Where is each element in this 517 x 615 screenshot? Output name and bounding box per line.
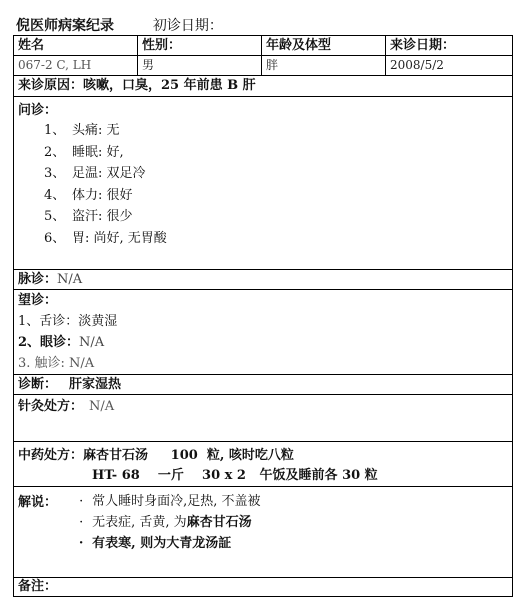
prescription-2: HT- 68 一斤 30 x 2 午饭及睡前各 30 粒 xyxy=(92,468,378,483)
beizhu-label: 备注： xyxy=(18,579,58,594)
item-text: 头痛: 无 xyxy=(72,123,120,138)
wangzhen-section xyxy=(14,290,513,375)
wenzhen-label: 问诊： xyxy=(18,103,58,118)
maizhen-label: 脉诊： xyxy=(18,272,58,287)
item-number: 2、 xyxy=(44,144,66,160)
age-build-value: 胖 xyxy=(262,56,386,76)
list-item xyxy=(44,206,508,228)
item-text: 足温: 双足冷 xyxy=(72,166,146,181)
zhenduan-row xyxy=(14,375,513,395)
item-text: 体力: 很好 xyxy=(72,187,133,203)
sex-header: 性别： xyxy=(138,36,262,56)
list-item xyxy=(70,533,260,554)
item-emphasis: 有表寒, 则为大青龙汤証 xyxy=(92,536,232,551)
zhenjiu-value: N/A xyxy=(89,399,115,414)
zhenduan-section xyxy=(14,375,513,395)
item-text: 睡眠: 好, xyxy=(72,144,124,160)
zhongyao-label: 中药处方： xyxy=(18,448,84,463)
list-item xyxy=(44,142,508,164)
eye-diagnosis xyxy=(18,332,508,353)
wenzhen-row xyxy=(14,97,513,270)
bullet: · xyxy=(79,494,84,509)
info-header-row xyxy=(14,36,513,56)
wenzhen-section xyxy=(14,97,513,270)
wenzhen-list xyxy=(18,120,508,249)
zhenjiu-section xyxy=(14,395,513,442)
list-item xyxy=(44,185,508,207)
zhenjiu-row xyxy=(14,395,513,442)
record-header xyxy=(16,15,223,35)
list-item xyxy=(70,491,260,512)
item-number: 1、 xyxy=(44,123,66,138)
item-text: 胃: 尚好, 无胃酸 xyxy=(72,230,167,246)
item-emphasis: 麻杏甘石汤 xyxy=(186,515,252,530)
beizhu-row xyxy=(14,578,513,597)
item-number: 4、 xyxy=(44,187,66,203)
eye-diagnosis-label: 2、眼诊： xyxy=(18,335,80,350)
palpation-diagnosis: 3. 触诊: N/A xyxy=(18,356,95,371)
list-item xyxy=(44,228,508,250)
maizhen-value: N/A xyxy=(57,272,83,287)
zhongyao-row xyxy=(14,442,513,487)
eye-diagnosis-value: N/A xyxy=(79,335,105,350)
list-item xyxy=(70,512,260,533)
jiedu-label: 解说： xyxy=(18,495,58,510)
beizhu-section xyxy=(14,578,513,597)
first-visit-date-label: 初诊日期： xyxy=(152,18,223,34)
name-value: 067-2 C, LH xyxy=(14,56,138,76)
record-table xyxy=(13,35,513,597)
zhenjiu-label: 针灸处方： xyxy=(18,399,84,414)
bullet: · xyxy=(79,515,84,530)
visit-date-value: 2008/5/2 xyxy=(386,56,513,76)
item-text: 常人睡时身面冷,足热, 不盖被 xyxy=(92,494,261,509)
prescription-1: 麻杏甘石汤 100 粒, 咳时吃八粒 xyxy=(83,448,294,463)
jiedu-section xyxy=(14,487,513,578)
item-text: 盗汗: 很少 xyxy=(72,209,133,224)
sex-value: 男 xyxy=(138,56,262,76)
age-build-header: 年龄及体型 xyxy=(262,36,386,56)
visit-reason: 来诊原因：咳嗽，口臭，25 年前患 B 肝 xyxy=(14,76,513,97)
prescription-line-1 xyxy=(18,446,508,466)
zhongyao-section xyxy=(14,442,513,487)
visit-date-header: 来诊日期： xyxy=(386,36,513,56)
zhenduan-value: 肝家湿热 xyxy=(69,377,122,392)
maizhen-section xyxy=(14,270,513,290)
item-number: 3、 xyxy=(44,166,66,181)
info-value-row xyxy=(14,56,513,76)
bullet: · xyxy=(78,536,84,551)
maizhen-row xyxy=(14,270,513,290)
wangzhen-row xyxy=(14,290,513,375)
reason-row xyxy=(14,76,513,97)
item-text: 无表症, 舌黄, 为 xyxy=(92,515,187,530)
list-item xyxy=(44,120,508,142)
list-item xyxy=(44,163,508,185)
name-header: 姓名 xyxy=(14,36,138,56)
zhenduan-label: 诊断： xyxy=(18,377,58,392)
record-title: 倪医师病案纪录 xyxy=(16,18,114,34)
tongue-diagnosis: 1、舌诊：淡黄湿 xyxy=(18,314,118,329)
item-number: 6、 xyxy=(44,230,66,246)
jiedu-list xyxy=(70,491,260,554)
jiedu-row xyxy=(14,487,513,578)
wangzhen-label: 望诊： xyxy=(18,293,58,308)
item-number: 5、 xyxy=(44,209,66,224)
